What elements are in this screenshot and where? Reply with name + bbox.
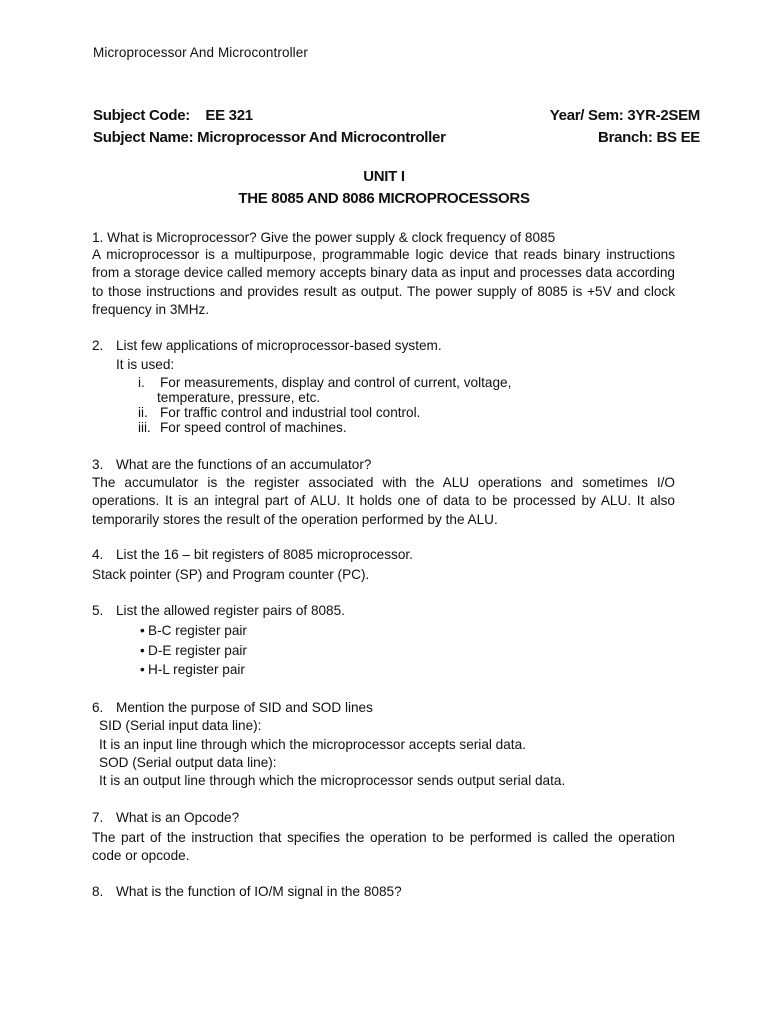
q1-answer: A microprocessor is a multipurpose, programmable logic device that reads binary instructions from a storage device called memory accepts binary data as input and processes data according to those instructions and provides result as output. The power supply of 8085 is +5V and clock frequency in 3MHz. (92, 247, 675, 317)
q2-item-3-num: iii. (138, 420, 151, 435)
q4-number: 4. (92, 547, 104, 562)
q6-question (92, 700, 373, 715)
q2-item-1-num: i. (138, 375, 145, 390)
q6-text: Mention the purpose of SID and SOD lines (116, 700, 373, 715)
running-header: Microprocessor And Microcontroller (93, 45, 308, 60)
q8-text: What is the function of IO/M signal in the 8085? (116, 884, 402, 899)
q6-line-1: SID (Serial input data line): (99, 718, 262, 733)
q7-answer: The part of the instruction that specifies the operation to be performed is called the operation code or opcode. (92, 830, 675, 864)
q5-item-2 (140, 643, 247, 658)
q7-text: What is an Opcode? (116, 810, 240, 825)
q2-question (92, 338, 442, 353)
q2-item-1 (138, 375, 511, 390)
q6-line-3: SOD (Serial output data line): (99, 755, 277, 770)
q4-question (92, 547, 413, 562)
q5-number: 5. (92, 603, 104, 618)
year-sem: Year/ Sem: 3YR-2SEM (549, 107, 700, 124)
q4-answer: Stack pointer (SP) and Program counter (PC). (92, 567, 370, 582)
q5-item-1-text: B-C register pair (148, 623, 247, 638)
q3-question (92, 457, 371, 472)
q3-answer: The accumulator is the register associated with the ALU operations and sometimes I/O operations. It is an integral part of ALU. It holds one of data to be processed by ALU. It also temporarily stores the result of the operation performed by the ALU. (92, 475, 675, 527)
unit-title: THE 8085 AND 8086 MICROPROCESSORS (238, 190, 530, 207)
q8-question (92, 884, 402, 899)
bullet-icon: • (140, 662, 145, 677)
q7-number: 7. (92, 810, 104, 825)
q2-item-2-num: ii. (138, 405, 148, 420)
q6-number: 6. (92, 700, 104, 715)
q7-question (92, 810, 239, 825)
q2-item-1-cont: temperature, pressure, etc. (157, 390, 321, 405)
q4-text: List the 16 – bit registers of 8085 microprocessor. (116, 547, 413, 562)
q6-line-4: It is an output line through which the microprocessor sends output serial data. (99, 773, 566, 788)
q8-number: 8. (92, 884, 104, 899)
q5-question (92, 603, 345, 618)
q5-item-1 (140, 623, 247, 638)
unit-label: UNIT I (363, 168, 405, 185)
branch: Branch: BS EE (598, 129, 700, 146)
q3-number: 3. (92, 457, 104, 472)
subject-name: Subject Name: Microprocessor And Microcontroller (93, 129, 446, 146)
q3-text: What are the functions of an accumulator? (116, 457, 372, 472)
meta-row-2 (93, 129, 700, 146)
bullet-icon: • (140, 623, 145, 638)
q2-number: 2. (92, 338, 104, 353)
q2-intro: It is used: (116, 357, 175, 372)
q2-item-3-text: For speed control of machines. (160, 420, 347, 435)
q2-item-2 (138, 405, 420, 420)
q2-item-3 (138, 420, 347, 435)
q2-item-1-text: For measurements, display and control of current, voltage, (160, 375, 512, 390)
bullet-icon: • (140, 643, 145, 658)
q5-item-3-text: H-L register pair (148, 662, 245, 677)
subject-code: Subject Code: EE 321 (93, 107, 253, 124)
q6-line-2: It is an input line through which the microprocessor accepts serial data. (99, 737, 526, 752)
q2-text: List few applications of microprocessor-based system. (116, 338, 442, 353)
q5-item-3 (140, 662, 245, 677)
meta-row-1 (93, 107, 700, 124)
q1-question: 1. What is Microprocessor? Give the power supply & clock frequency of 8085 (92, 230, 556, 245)
q5-item-2-text: D-E register pair (148, 643, 247, 658)
q5-text: List the allowed register pairs of 8085. (116, 603, 345, 618)
q2-item-2-text: For traffic control and industrial tool control. (160, 405, 421, 420)
